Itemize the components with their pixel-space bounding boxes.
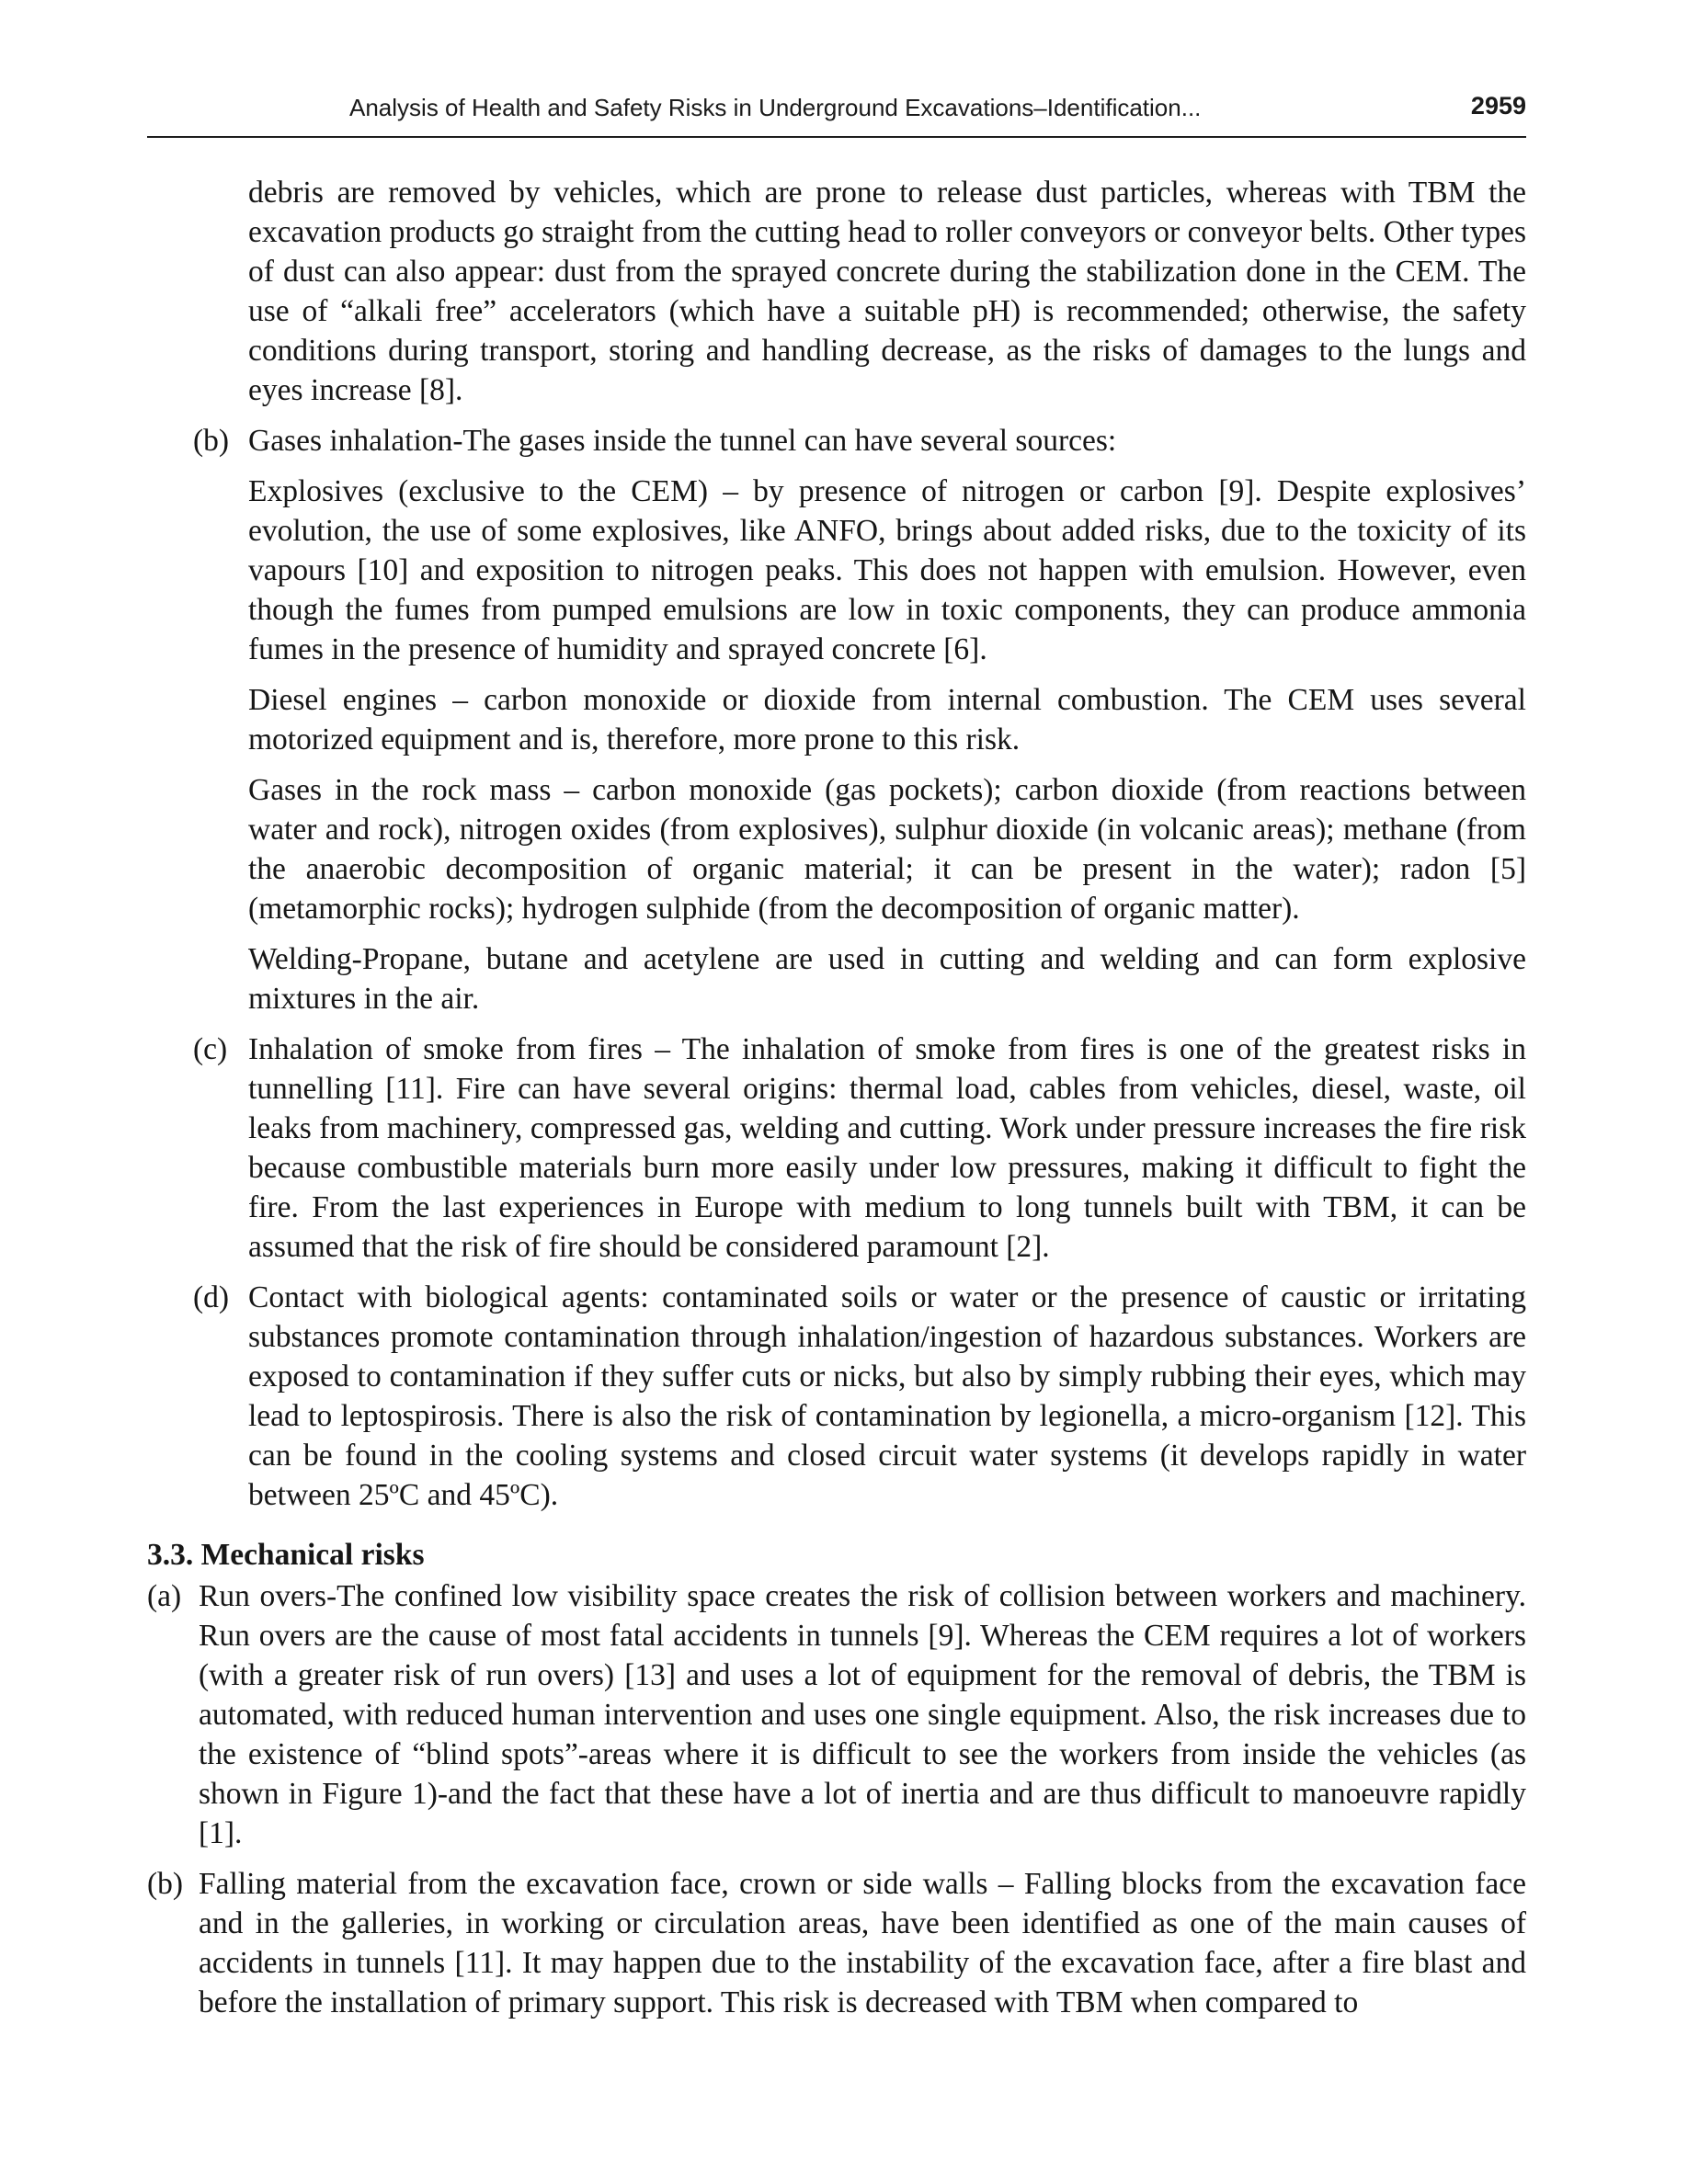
list-item-c-smoke — [147, 1029, 1526, 1267]
list-item-text: Run overs-The confined low visibility space creates the risk of collision between workers and machinery. Run overs are the cause of most fatal accidents in tunnels [9]. Whereas the CEM requires a lot of workers (with a greater risk of run overs) [13] and uses a lot of equipment for the removal of debris, the TBM is automated, with reduced human intervention and uses one single equipment. Also, the risk increases due to the existence of “blind spots”-areas where it is difficult to see the workers from inside the vehicles (as shown in Figure 1)-and the fact that these have a lot of inertia and are thus difficult to manoeuvre rapidly [1]. — [199, 1579, 1526, 1850]
page-header — [147, 90, 1526, 138]
list-item-text: Falling material from the excavation face, crown or side walls – Falling blocks from the excavation face and in the galleries, in working or circulation areas, have been identified as one of the main causes of accidents in tunnels [11]. It may happen due to the instability of the excavation face, after a fire blast and before the installation of primary support. This risk is decreased with TBM when compared to — [199, 1867, 1526, 2019]
list-marker: (c) — [193, 1032, 228, 1066]
gas-source-welding: Welding-Propane, butane and acetylene are used in cutting and welding and can form explosive mixtures in the air. — [248, 942, 1526, 1016]
list-marker: (b) — [193, 424, 230, 458]
list-item-b-gases — [147, 421, 1526, 461]
list-item-text: Gases inhalation-The gases inside the tunnel can have several sources: — [248, 424, 1117, 458]
list-marker: (d) — [193, 1280, 230, 1314]
continuation-paragraph: debris are removed by vehicles, which are prone to release dust particles, whereas with TBM the excavation products go straight from the cutting head to roller conveyors or conveyor belts. Other types of dust can also appear: dust from the sprayed concrete during the stabilization done in the CEM. The use of “alkali free” accelerators (which have a suitable pH) is recommended; otherwise, the safety conditions during transport, storing and handling decrease, as the risks of damages to the lungs and eyes increase [8]. — [248, 176, 1526, 407]
gas-source-explosives: Explosives (exclusive to the CEM) – by presence of nitrogen or carbon [9]. Despite explosives’ evolution, the use of some explosives, like ANFO, brings about added risks, due to the toxicity of its vapours [10] and exposition to nitrogen peaks. This does not happen with emulsion. However, even though the fumes from pumped emulsions are low in toxic components, they can produce ammonia fumes in the presence of humidity and sprayed concrete [6]. — [248, 474, 1526, 666]
section-heading: 3.3. Mechanical risks — [147, 1538, 425, 1572]
gas-source-rock-mass: Gases in the rock mass – carbon monoxide (gas pockets); carbon dioxide (from reactions between water and rock), nitrogen oxides (from explosives), sulphur dioxide (in volcanic areas); methane (from the anaerobic decomposition of organic material; it can be present in the water); radon [5] (metamorphic rocks); hydrogen sulphide (from the decomposition of organic matter). — [248, 773, 1526, 926]
list-item-text: Contact with biological agents: contaminated soils or water or the presence of caustic or irritating substances promote contamination through inhalation/ingestion of hazardous substances. Workers are exposed to contamination if they suffer cuts or nicks, but also by simply rubbing their eyes, which may lead to leptospirosis. There is also the risk of contamination by legionella, a micro-organism [12]. This can be found in the cooling systems and closed circuit water systems (it develops rapidly in water between 25ºC and 45ºC). — [248, 1280, 1526, 1512]
list-marker: (a) — [147, 1579, 182, 1613]
gas-source-diesel: Diesel engines – carbon monoxide or dioxide from internal combustion. The CEM uses several motorized equipment and is, therefore, more prone to this risk. — [248, 683, 1526, 756]
list-item-b-falling-material — [147, 1864, 1526, 2022]
page-body — [147, 173, 1526, 2022]
list-marker: (b) — [147, 1867, 184, 1901]
list-item-a-run-overs — [147, 1576, 1526, 1853]
running-title: Analysis of Health and Safety Risks in Underground Excavations–Identification... — [349, 94, 1202, 121]
list-item-text: Inhalation of smoke from fires – The inhalation of smoke from fires is one of the greatest risks in tunnelling [11]. Fire can have several origins: thermal load, cables from vehicles, diesel, waste, oil leaks from machinery, compressed gas, welding and cutting. Work under pressure increases the fire risk because combustible materials burn more easily under low pressures, making it difficult to fight the fire. From the last experiences in Europe with medium to long tunnels built with TBM, it can be assumed that the risk of fire should be considered paramount [2]. — [248, 1032, 1526, 1264]
list-item-d-biological — [147, 1278, 1526, 1515]
page-number: 2959 — [1470, 92, 1526, 119]
